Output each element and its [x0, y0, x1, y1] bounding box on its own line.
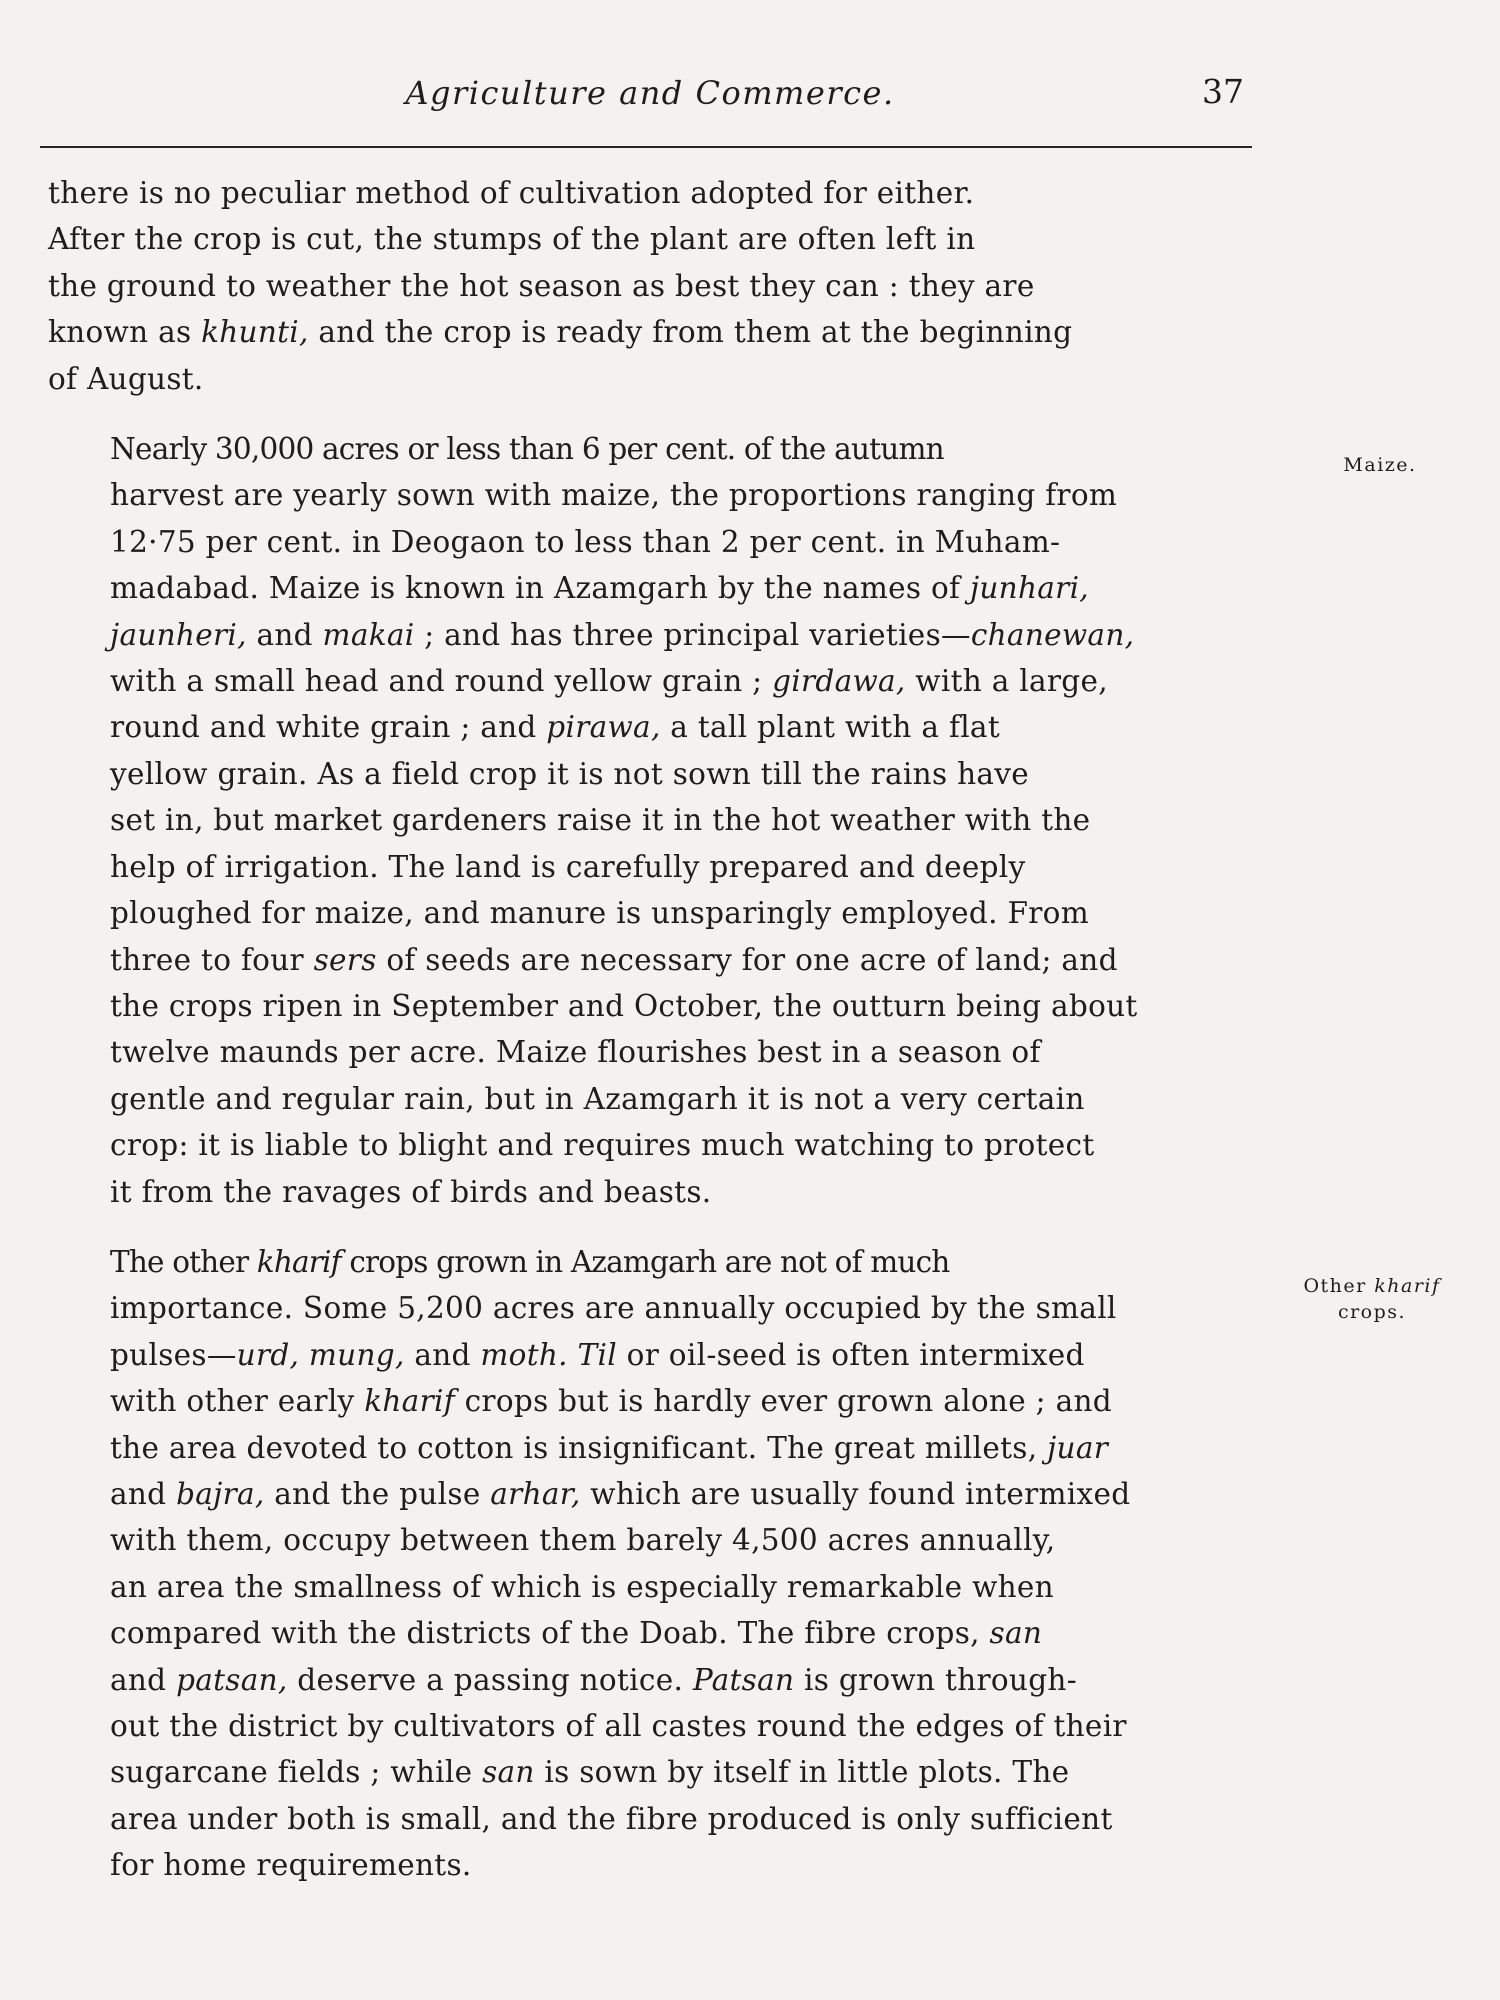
- text-run: an area the smallness of which is especially remarkable when: [110, 1569, 1054, 1604]
- text-run: ploughed for maize, and manure is unsparingly employed. From: [110, 896, 1089, 931]
- text-run: with a large,: [905, 664, 1108, 699]
- text-run: there is no peculiar method of cultivation adopted for either.: [48, 176, 975, 210]
- text-line: [48, 263, 1228, 309]
- text-run: and: [404, 1337, 481, 1372]
- text-run: pulses—: [110, 1337, 237, 1372]
- paragraph-1: [48, 170, 1228, 402]
- text-line: [48, 983, 1228, 1029]
- text-run: round and white grain ; and: [110, 710, 547, 745]
- text-line: [48, 1425, 1228, 1471]
- text-line: [48, 1657, 1228, 1703]
- text-run: or oil-seed is often intermixed: [616, 1337, 1085, 1372]
- text-run: [299, 1338, 309, 1372]
- italic-term: arhar,: [490, 1476, 581, 1511]
- text-line: [48, 937, 1228, 983]
- margin-note-crops-text: crops.: [1337, 1301, 1407, 1323]
- text-run: 12·75 per cent. in Deogaon to less than 2 per cent. in Muham-: [110, 524, 1061, 559]
- text-line: [48, 519, 1228, 565]
- text-line: [48, 1076, 1228, 1122]
- text-run: After the crop is cut, the stumps of the plant are often left in: [48, 222, 976, 257]
- text-line: [48, 565, 1228, 611]
- text-line: [48, 1239, 1228, 1285]
- text-run: and the crop is ready from them at the beginning: [308, 315, 1073, 350]
- text-run: compared with the districts of the Doab. The fibre crops,: [110, 1616, 990, 1651]
- page-number: 37: [1202, 72, 1244, 111]
- text-run: the crops ripen in September and October, the outturn being about: [110, 988, 1138, 1023]
- text-line: [48, 704, 1228, 750]
- text-line: [48, 1610, 1228, 1656]
- italic-term: jaunheri,: [110, 617, 247, 652]
- text-line: [48, 1749, 1228, 1795]
- margin-note-other-text: Other: [1303, 1275, 1367, 1297]
- text-run: known as: [48, 315, 202, 350]
- text-run: sugarcane fields ; while: [110, 1755, 483, 1790]
- text-run: importance. Some 5,200 acres are annually occupied by the small: [110, 1291, 1117, 1326]
- text-run: is sown by itself in little plots. The: [534, 1755, 1070, 1790]
- page-header: [40, 64, 1260, 124]
- text-run: harvest are yearly sown with maize, the proportions ranging from: [110, 478, 1118, 513]
- text-run: and: [110, 1476, 177, 1511]
- text-line: [48, 472, 1228, 518]
- text-run: of August.: [48, 361, 204, 396]
- body-text: [48, 170, 1228, 1913]
- italic-term: mung,: [308, 1337, 405, 1372]
- italic-term: juar: [1047, 1430, 1109, 1465]
- text-line: [48, 170, 1228, 216]
- text-line: [48, 1796, 1228, 1842]
- text-run: crop: it is liable to blight and requires much watching to protect: [110, 1128, 1095, 1163]
- paragraph-3-other-kharif: [48, 1239, 1228, 1889]
- text-line: [48, 1703, 1228, 1749]
- italic-term: sers: [313, 942, 377, 977]
- italic-term: san: [989, 1616, 1043, 1651]
- text-run: deserve a passing notice.: [287, 1662, 693, 1697]
- text-line: [48, 356, 1228, 402]
- text-line: [48, 1564, 1228, 1610]
- text-run: out the district by cultivators of all castes round the edges of their: [110, 1709, 1127, 1743]
- text-run: crops grown in Azamgarh are not of much: [340, 1244, 950, 1279]
- italic-term: pirawa,: [546, 710, 661, 745]
- italic-term: kharif: [256, 1244, 341, 1279]
- text-line: [48, 797, 1228, 843]
- margin-note-maize-text: Maize.: [1343, 454, 1417, 476]
- italic-term: kharif: [364, 1384, 455, 1419]
- italic-term: patsan,: [176, 1662, 288, 1697]
- text-run: and the pulse: [264, 1476, 491, 1511]
- italic-term: junhari,: [969, 571, 1089, 606]
- italic-term: Til: [577, 1337, 617, 1372]
- text-run: is grown through-: [794, 1662, 1077, 1697]
- text-run: Nearly 30,000 acres or less than 6 per cent. of the autumn: [110, 432, 944, 467]
- text-run: and: [110, 1662, 177, 1697]
- text-run: crops but is hardly ever grown alone ; and: [454, 1384, 1112, 1419]
- margin-note-other-kharif: [1262, 1273, 1482, 1325]
- running-header-title: Agriculture and Commerce.: [405, 74, 895, 112]
- header-rule: [40, 146, 1252, 148]
- text-run: area under both is small, and the fibre produced is only sufficient: [110, 1801, 1113, 1836]
- paragraph-2-maize: [48, 426, 1228, 1215]
- text-run: with other early: [110, 1384, 365, 1419]
- text-line: [48, 1029, 1228, 1075]
- text-line: [48, 844, 1228, 890]
- text-line: [48, 426, 1228, 472]
- text-run: yellow grain. As a field crop it is not sown till the rains have: [110, 756, 1029, 791]
- margin-note-maize: [1300, 452, 1460, 478]
- text-run: ; and has three principal varieties—: [414, 617, 971, 652]
- text-line: [48, 1285, 1228, 1331]
- text-line: [48, 1471, 1228, 1517]
- text-run: twelve maunds per acre. Maize flourishes best in a season of: [110, 1035, 1041, 1070]
- text-line: [48, 751, 1228, 797]
- italic-term: khunti,: [201, 315, 309, 350]
- text-line: [48, 309, 1228, 355]
- italic-term: girdawa,: [772, 664, 906, 699]
- italic-term: urd,: [236, 1337, 300, 1372]
- text-run: the ground to weather the hot season as best they can : they are: [48, 268, 1035, 303]
- text-line: [48, 1332, 1228, 1378]
- italic-term: bajra,: [176, 1476, 265, 1511]
- text-line: [48, 1842, 1228, 1888]
- italic-term: moth.: [480, 1337, 568, 1372]
- text-run: and: [246, 617, 323, 652]
- italic-term: Patsan: [692, 1662, 795, 1697]
- text-run: help of irrigation. The land is carefully prepared and deeply: [110, 849, 1026, 884]
- text-run: a tall plant with a flat: [660, 710, 1000, 745]
- text-line: [48, 890, 1228, 936]
- text-line: [48, 658, 1228, 704]
- text-line: [48, 216, 1228, 262]
- text-run: The other: [110, 1244, 257, 1279]
- text-run: [568, 1338, 578, 1372]
- text-line: [48, 1122, 1228, 1168]
- italic-term: makai: [322, 617, 415, 652]
- margin-note-kharif-text: kharif: [1374, 1275, 1441, 1297]
- text-run: for home requirements.: [110, 1848, 472, 1883]
- text-run: three to four: [110, 942, 314, 977]
- italic-term: chanewan,: [970, 617, 1135, 652]
- text-run: which are usually found intermixed: [580, 1476, 1131, 1511]
- text-line: [48, 612, 1228, 658]
- text-line: [48, 1517, 1228, 1563]
- text-run: the area devoted to cotton is insignificant. The great millets,: [110, 1430, 1048, 1465]
- text-line: [48, 1169, 1228, 1215]
- italic-term: san: [482, 1755, 535, 1790]
- text-run: madabad. Maize is known in Azamgarh by the names of: [110, 571, 970, 606]
- text-run: set in, but market gardeners raise it in the hot weather with the: [110, 803, 1091, 838]
- text-run: with them, occupy between them barely 4,500 acres annually,: [110, 1523, 1056, 1558]
- text-run: gentle and regular rain, but in Azamgarh it is not a very certain: [110, 1081, 1085, 1116]
- text-run: of seeds are necessary for one acre of land; and: [376, 942, 1118, 977]
- text-line: [48, 1378, 1228, 1424]
- text-run: it from the ravages of birds and beasts.: [110, 1174, 712, 1209]
- text-run: with a small head and round yellow grain ;: [110, 664, 773, 699]
